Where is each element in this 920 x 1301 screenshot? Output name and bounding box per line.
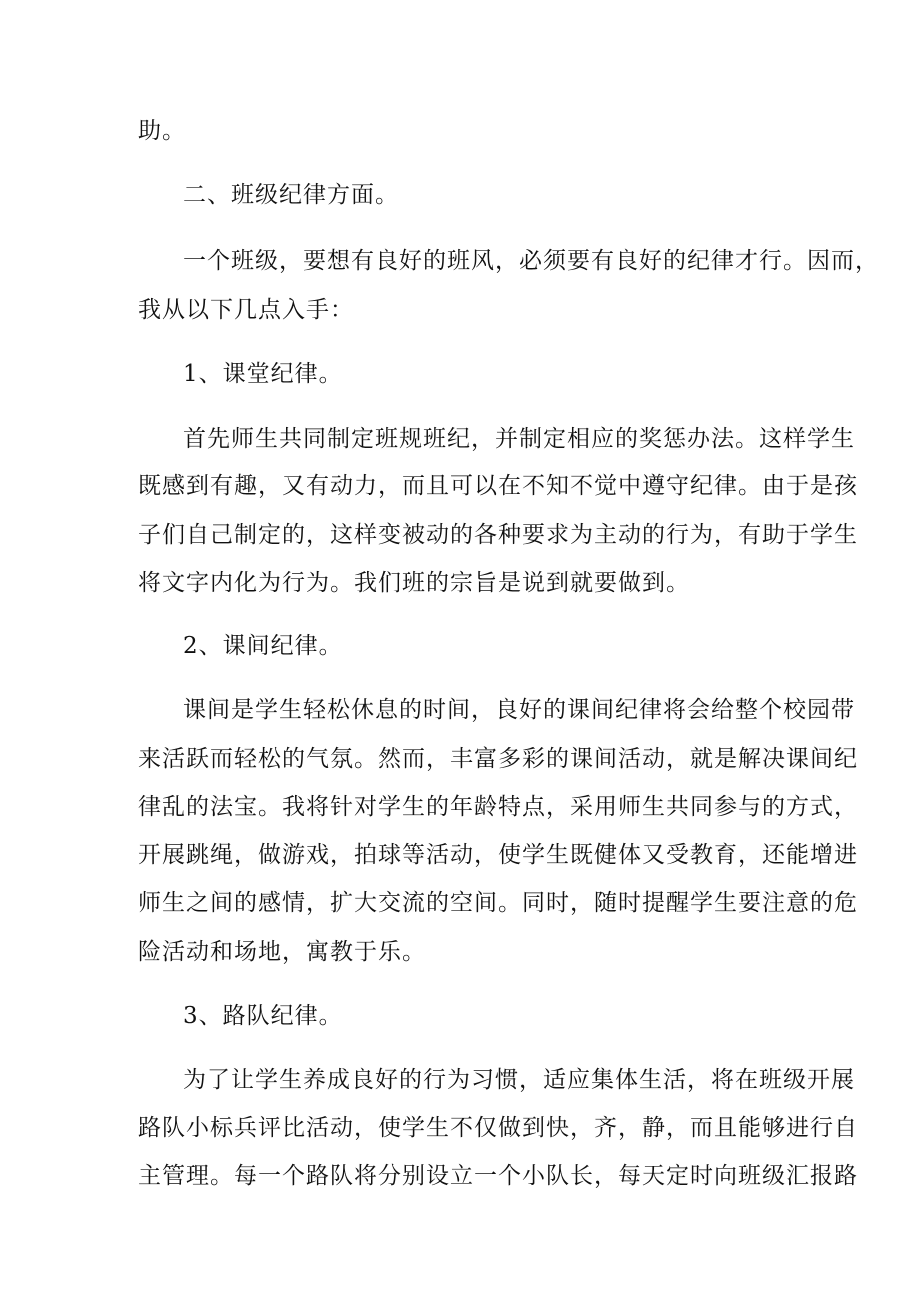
- text-line: 为了让学生养成良好的行为习惯，适应集体生活，将在班级开展: [183, 1067, 855, 1093]
- text-line: 子们自己制定的，这样变被动的各种要求为主动的行为，有助于学生: [138, 522, 858, 548]
- subsection-heading: 3、路队纪律。: [183, 1003, 343, 1029]
- text-line: 律乱的法宝。我将针对学生的年龄特点，采用师生共同参与的方式，: [138, 794, 858, 820]
- text-line: 主管理。每一个路队将分别设立一个小队长，每天定时向班级汇报路: [138, 1163, 858, 1189]
- text-line: 既感到有趣，又有动力，而且可以在不知不觉中遵守纪律。由于是孩: [138, 473, 858, 499]
- subsection-heading: 1、课堂纪律。: [183, 361, 343, 387]
- text-line: 我从以下几点入手：: [138, 297, 354, 323]
- text-line: 路队小标兵评比活动，使学生不仅做到快，齐，静，而且能够进行自: [138, 1115, 858, 1141]
- text-line: 开展跳绳，做游戏，拍球等活动，使学生既健体又受教育，还能增进: [138, 842, 858, 868]
- text-line: 险活动和场地，寓教于乐。: [138, 939, 426, 965]
- text-line: 助。: [138, 118, 186, 144]
- section-heading: 二、班级纪律方面。: [183, 182, 399, 208]
- text-line: 将文字内化为行为。我们班的宗旨是说到就要做到。: [138, 570, 690, 596]
- text-line: 一个班级，要想有良好的班风，必须要有良好的纪律才行。因而，: [183, 248, 879, 274]
- text-line: 首先师生共同制定班规班纪，并制定相应的奖惩办法。这样学生: [183, 426, 855, 452]
- text-line: 来活跃而轻松的气氛。然而，丰富多彩的课间活动，就是解决课间纪: [138, 746, 858, 772]
- text-line: 师生之间的感情，扩大交流的空间。同时，随时提醒学生要注意的危: [138, 890, 858, 916]
- subsection-heading: 2、课间纪律。: [183, 633, 343, 659]
- text-line: 课间是学生轻松休息的时间，良好的课间纪律将会给整个校园带: [183, 697, 855, 723]
